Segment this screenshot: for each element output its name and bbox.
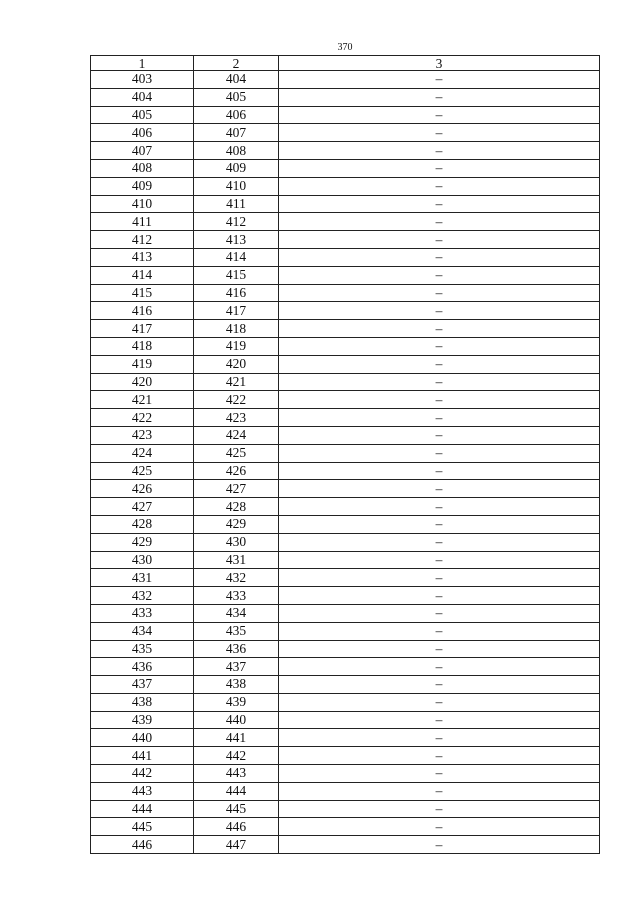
table-row bbox=[91, 515, 600, 533]
cell-col-2: 405 bbox=[194, 88, 279, 106]
table-row bbox=[91, 355, 600, 373]
cell-col-2: 407 bbox=[194, 124, 279, 142]
cell-col-2: 432 bbox=[194, 569, 279, 587]
cell-col-2: 416 bbox=[194, 284, 279, 302]
cell-col-1: 429 bbox=[91, 533, 194, 551]
cell-col-1: 418 bbox=[91, 337, 194, 355]
cell-col-3: – bbox=[279, 658, 600, 676]
table-row bbox=[91, 248, 600, 266]
table-row bbox=[91, 782, 600, 800]
cell-col-3: – bbox=[279, 426, 600, 444]
cell-col-3: – bbox=[279, 444, 600, 462]
cell-col-3: – bbox=[279, 747, 600, 765]
cell-col-2: 443 bbox=[194, 765, 279, 783]
cell-col-3: – bbox=[279, 248, 600, 266]
cell-col-3: – bbox=[279, 836, 600, 854]
cell-col-1: 426 bbox=[91, 480, 194, 498]
cell-col-1: 443 bbox=[91, 782, 194, 800]
cell-col-3: – bbox=[279, 88, 600, 106]
cell-col-3: – bbox=[279, 177, 600, 195]
table-row bbox=[91, 195, 600, 213]
cell-col-2: 406 bbox=[194, 106, 279, 124]
cell-col-2: 418 bbox=[194, 320, 279, 338]
table-row bbox=[91, 676, 600, 694]
cell-col-3: – bbox=[279, 159, 600, 177]
cell-col-1: 433 bbox=[91, 604, 194, 622]
table-row bbox=[91, 284, 600, 302]
cell-col-1: 446 bbox=[91, 836, 194, 854]
cell-col-1: 445 bbox=[91, 818, 194, 836]
cell-col-3: – bbox=[279, 284, 600, 302]
table-row bbox=[91, 391, 600, 409]
table-row bbox=[91, 71, 600, 89]
cell-col-1: 434 bbox=[91, 622, 194, 640]
table-row bbox=[91, 729, 600, 747]
cell-col-2: 413 bbox=[194, 231, 279, 249]
cell-col-2: 420 bbox=[194, 355, 279, 373]
cell-col-2: 429 bbox=[194, 515, 279, 533]
cell-col-3: – bbox=[279, 729, 600, 747]
cell-col-2: 404 bbox=[194, 71, 279, 89]
cell-col-1: 432 bbox=[91, 587, 194, 605]
cell-col-2: 421 bbox=[194, 373, 279, 391]
cell-col-3: – bbox=[279, 391, 600, 409]
table-row bbox=[91, 587, 600, 605]
column-header-1: 1 bbox=[91, 56, 194, 71]
table-row bbox=[91, 658, 600, 676]
cell-col-1: 436 bbox=[91, 658, 194, 676]
cell-col-2: 438 bbox=[194, 676, 279, 694]
table-row bbox=[91, 462, 600, 480]
table-row bbox=[91, 480, 600, 498]
cell-col-1: 423 bbox=[91, 426, 194, 444]
table-row bbox=[91, 747, 600, 765]
table-row bbox=[91, 213, 600, 231]
cell-col-2: 437 bbox=[194, 658, 279, 676]
table-row bbox=[91, 320, 600, 338]
cell-col-2: 422 bbox=[194, 391, 279, 409]
cell-col-2: 446 bbox=[194, 818, 279, 836]
cell-col-2: 441 bbox=[194, 729, 279, 747]
cell-col-3: – bbox=[279, 373, 600, 391]
table-body bbox=[91, 71, 600, 854]
cell-col-3: – bbox=[279, 355, 600, 373]
cell-col-2: 414 bbox=[194, 248, 279, 266]
cell-col-1: 407 bbox=[91, 142, 194, 160]
table-row bbox=[91, 106, 600, 124]
cell-col-1: 442 bbox=[91, 765, 194, 783]
table-row bbox=[91, 640, 600, 658]
cell-col-2: 426 bbox=[194, 462, 279, 480]
cell-col-2: 411 bbox=[194, 195, 279, 213]
page-number: 370 bbox=[337, 42, 353, 53]
cell-col-1: 424 bbox=[91, 444, 194, 462]
data-table bbox=[90, 55, 600, 854]
cell-col-3: – bbox=[279, 106, 600, 124]
cell-col-1: 412 bbox=[91, 231, 194, 249]
cell-col-3: – bbox=[279, 498, 600, 516]
cell-col-3: – bbox=[279, 693, 600, 711]
cell-col-1: 419 bbox=[91, 355, 194, 373]
cell-col-1: 411 bbox=[91, 213, 194, 231]
cell-col-2: 423 bbox=[194, 409, 279, 427]
cell-col-3: – bbox=[279, 213, 600, 231]
cell-col-3: – bbox=[279, 320, 600, 338]
cell-col-1: 438 bbox=[91, 693, 194, 711]
table-row bbox=[91, 177, 600, 195]
cell-col-1: 431 bbox=[91, 569, 194, 587]
cell-col-2: 431 bbox=[194, 551, 279, 569]
cell-col-1: 435 bbox=[91, 640, 194, 658]
cell-col-1: 439 bbox=[91, 711, 194, 729]
table-row bbox=[91, 836, 600, 854]
cell-col-1: 416 bbox=[91, 302, 194, 320]
cell-col-3: – bbox=[279, 71, 600, 89]
cell-col-2: 427 bbox=[194, 480, 279, 498]
cell-col-2: 415 bbox=[194, 266, 279, 284]
cell-col-2: 447 bbox=[194, 836, 279, 854]
cell-col-2: 435 bbox=[194, 622, 279, 640]
column-header-2: 2 bbox=[194, 56, 279, 71]
cell-col-3: – bbox=[279, 569, 600, 587]
table-row bbox=[91, 426, 600, 444]
table-row bbox=[91, 88, 600, 106]
cell-col-3: – bbox=[279, 676, 600, 694]
cell-col-1: 417 bbox=[91, 320, 194, 338]
cell-col-3: – bbox=[279, 640, 600, 658]
cell-col-2: 430 bbox=[194, 533, 279, 551]
cell-col-1: 414 bbox=[91, 266, 194, 284]
cell-col-1: 422 bbox=[91, 409, 194, 427]
cell-col-2: 445 bbox=[194, 800, 279, 818]
cell-col-1: 425 bbox=[91, 462, 194, 480]
table-row bbox=[91, 818, 600, 836]
table-row bbox=[91, 409, 600, 427]
cell-col-2: 417 bbox=[194, 302, 279, 320]
cell-col-3: – bbox=[279, 587, 600, 605]
cell-col-1: 437 bbox=[91, 676, 194, 694]
cell-col-1: 405 bbox=[91, 106, 194, 124]
cell-col-3: – bbox=[279, 462, 600, 480]
cell-col-1: 440 bbox=[91, 729, 194, 747]
cell-col-1: 420 bbox=[91, 373, 194, 391]
cell-col-3: – bbox=[279, 409, 600, 427]
table-row bbox=[91, 622, 600, 640]
cell-col-2: 433 bbox=[194, 587, 279, 605]
table-row bbox=[91, 231, 600, 249]
cell-col-3: – bbox=[279, 302, 600, 320]
table-header bbox=[91, 56, 600, 71]
cell-col-1: 404 bbox=[91, 88, 194, 106]
cell-col-3: – bbox=[279, 782, 600, 800]
table-row bbox=[91, 159, 600, 177]
cell-col-3: – bbox=[279, 622, 600, 640]
cell-col-3: – bbox=[279, 765, 600, 783]
column-header-3: 3 bbox=[279, 56, 600, 71]
cell-col-2: 424 bbox=[194, 426, 279, 444]
cell-col-2: 409 bbox=[194, 159, 279, 177]
cell-col-2: 436 bbox=[194, 640, 279, 658]
table-row bbox=[91, 302, 600, 320]
table-row bbox=[91, 533, 600, 551]
cell-col-3: – bbox=[279, 551, 600, 569]
cell-col-1: 430 bbox=[91, 551, 194, 569]
cell-col-1: 408 bbox=[91, 159, 194, 177]
cell-col-2: 442 bbox=[194, 747, 279, 765]
cell-col-2: 439 bbox=[194, 693, 279, 711]
cell-col-3: – bbox=[279, 142, 600, 160]
cell-col-1: 406 bbox=[91, 124, 194, 142]
cell-col-1: 428 bbox=[91, 515, 194, 533]
header-row bbox=[91, 56, 600, 71]
table-row bbox=[91, 498, 600, 516]
cell-col-2: 408 bbox=[194, 142, 279, 160]
cell-col-3: – bbox=[279, 266, 600, 284]
cell-col-2: 428 bbox=[194, 498, 279, 516]
cell-col-1: 413 bbox=[91, 248, 194, 266]
cell-col-3: – bbox=[279, 337, 600, 355]
cell-col-3: – bbox=[279, 124, 600, 142]
cell-col-3: – bbox=[279, 480, 600, 498]
table-row bbox=[91, 266, 600, 284]
table-row bbox=[91, 551, 600, 569]
table-row bbox=[91, 337, 600, 355]
cell-col-2: 410 bbox=[194, 177, 279, 195]
cell-col-1: 421 bbox=[91, 391, 194, 409]
cell-col-2: 444 bbox=[194, 782, 279, 800]
table-row bbox=[91, 124, 600, 142]
cell-col-1: 427 bbox=[91, 498, 194, 516]
cell-col-3: – bbox=[279, 195, 600, 213]
table-row bbox=[91, 711, 600, 729]
cell-col-2: 412 bbox=[194, 213, 279, 231]
cell-col-3: – bbox=[279, 515, 600, 533]
table-row bbox=[91, 142, 600, 160]
cell-col-3: – bbox=[279, 231, 600, 249]
table-row bbox=[91, 569, 600, 587]
cell-col-1: 410 bbox=[91, 195, 194, 213]
table-row bbox=[91, 693, 600, 711]
cell-col-2: 434 bbox=[194, 604, 279, 622]
table-row bbox=[91, 765, 600, 783]
cell-col-1: 403 bbox=[91, 71, 194, 89]
cell-col-1: 409 bbox=[91, 177, 194, 195]
cell-col-3: – bbox=[279, 711, 600, 729]
cell-col-2: 419 bbox=[194, 337, 279, 355]
table-row bbox=[91, 800, 600, 818]
table-row bbox=[91, 373, 600, 391]
cell-col-1: 415 bbox=[91, 284, 194, 302]
table-row bbox=[91, 604, 600, 622]
cell-col-3: – bbox=[279, 800, 600, 818]
cell-col-3: – bbox=[279, 533, 600, 551]
cell-col-1: 441 bbox=[91, 747, 194, 765]
table-row bbox=[91, 444, 600, 462]
cell-col-1: 444 bbox=[91, 800, 194, 818]
cell-col-2: 425 bbox=[194, 444, 279, 462]
cell-col-3: – bbox=[279, 818, 600, 836]
cell-col-3: – bbox=[279, 604, 600, 622]
cell-col-2: 440 bbox=[194, 711, 279, 729]
